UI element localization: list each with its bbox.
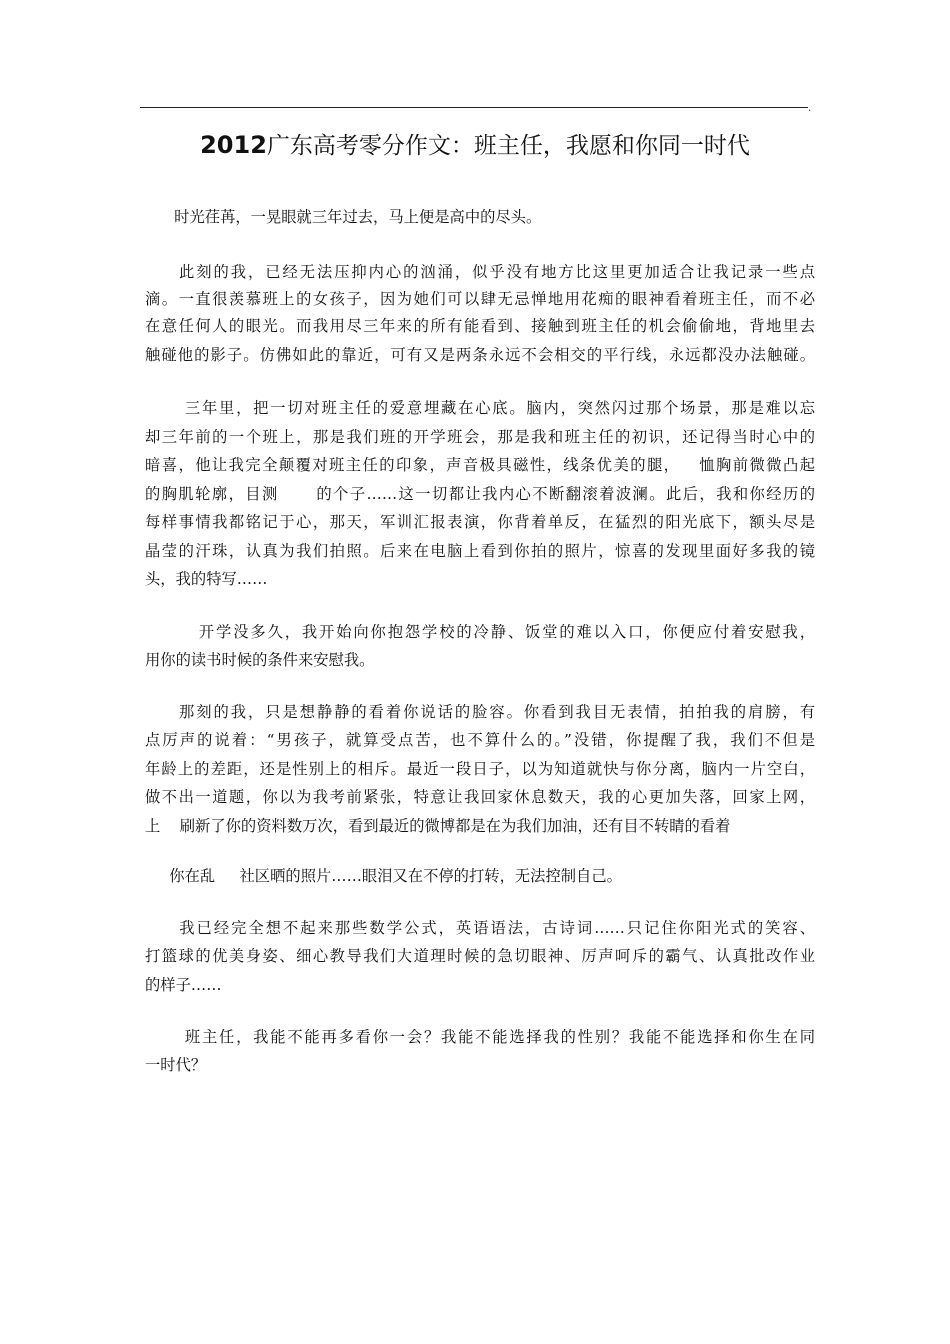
paragraph-5-line-1: 那刻的我，只是想静静的看着你说话的脸容。你看到我目无表情，拍拍我的肩膀，有 [145, 703, 815, 721]
paragraph-7-line-1: 我已经完全想不起来那些数学公式，英语语法，古诗词……只记住你阳光式的笑容、 [145, 919, 815, 937]
paragraph-3-line-4: 的胸肌轮廓，目测 的个子……这一切都让我内心不断翻滚着波澜。此后，我和你经历的 [145, 485, 815, 503]
paragraph-6-line-1: 你在乱 社区晒的照片……眼泪又在不停的打转，无法控制自己。 [145, 867, 622, 885]
paragraph-5-line-3: 年龄上的差距，还是性别上的相斥。最近一段日子，以为知道就快与你分离，脑内一片空白， [145, 760, 815, 778]
paragraph-3-line-1: 三年里，把一切对班主任的爱意埋藏在心底。脑内，突然闪过那个场景，那是难以忘 [145, 399, 815, 417]
header-rule [140, 107, 808, 108]
paragraph-2-line-1: 此刻的我，已经无法压抑内心的汹涌，似乎没有地方比这里更加适合让我记录一些点 [145, 263, 815, 281]
paragraph-7-line-2: 打篮球的优美身姿、细心教导我们大道理时候的急切眼神、厉声呵斥的霸气、认真批改作业 [145, 947, 815, 965]
title-year: 2012 [200, 131, 267, 159]
paragraph-2-line-4: 触碰他的影子。仿佛如此的靠近，可有又是两条永远不会相交的平行线，永远都没办法触碰。 [145, 346, 815, 364]
paragraph-4-line-1: 开学没多久，我开始向你抱怨学校的冷静、饭堂的难以入口，你便应付着安慰我， [145, 623, 815, 641]
paragraph-8-line-2: 一时代？ [145, 1056, 207, 1074]
paragraph-5-line-5: 上 刷新了你的资料数万次，看到最近的微博都是在为我们加油，还有目不转睛的看着 [145, 817, 731, 835]
paragraph-1-line-1: 时光荏苒，一晃眼就三年过去，马上便是高中的尽头。 [145, 208, 542, 226]
paragraph-7-line-3: 的样子…… [145, 976, 222, 994]
paragraph-2-line-2: 滴。一直很羡慕班上的女孩子，因为她们可以肆无忌惮地用花痴的眼神看着班主任，而不必 [145, 290, 815, 308]
paragraph-8-line-1: 班主任，我能不能再多看你一会？我能不能选择我的性别？我能不能选择和你生在同 [145, 1028, 815, 1046]
paragraph-3-line-3: 暗喜，他让我完全颠覆对班主任的印象，声音极具磁性，线条优美的腿， 恤胸前微微凸起 [145, 456, 815, 474]
document-title [140, 128, 810, 163]
paragraph-4-line-2: 用你的读书时候的条件来安慰我。 [145, 651, 375, 669]
paragraph-5-line-2: 点厉声的说着：“男孩子，就算受点苦，也不算什么的。”没错，你提醒了我，我们不但是 [145, 731, 815, 749]
paragraph-3-line-7: 头，我的特写…… [145, 570, 268, 588]
paragraph-3-line-6: 晶莹的汗珠，认真为我们拍照。后来在电脑上看到你拍的照片，惊喜的发现里面好多我的镜 [145, 542, 815, 560]
paragraph-3-line-5: 每样事情我都铭记于心，那天，军训汇报表演，你背着单反，在猛烈的阳光底下，额头尽是 [145, 513, 815, 531]
paragraph-3-line-2: 却三年前的一个班上，那是我们班的开学班会，那是我和班主任的初识，还记得当时心中的 [145, 428, 815, 446]
paragraph-5-line-4: 做不出一道题，你以为我考前紧张，特意让我回家休息数天，我的心更加失落，回家上网， [145, 788, 815, 806]
title-text: 广东高考零分作文：班主任，我愿和你同一时代 [266, 133, 750, 159]
paragraph-2-line-3: 在意任何人的眼光。而我用尽三年来的所有能看到、接触到班主任的机会偷偷地，背地里去 [145, 317, 815, 335]
header-rule-mark: . [808, 103, 812, 114]
